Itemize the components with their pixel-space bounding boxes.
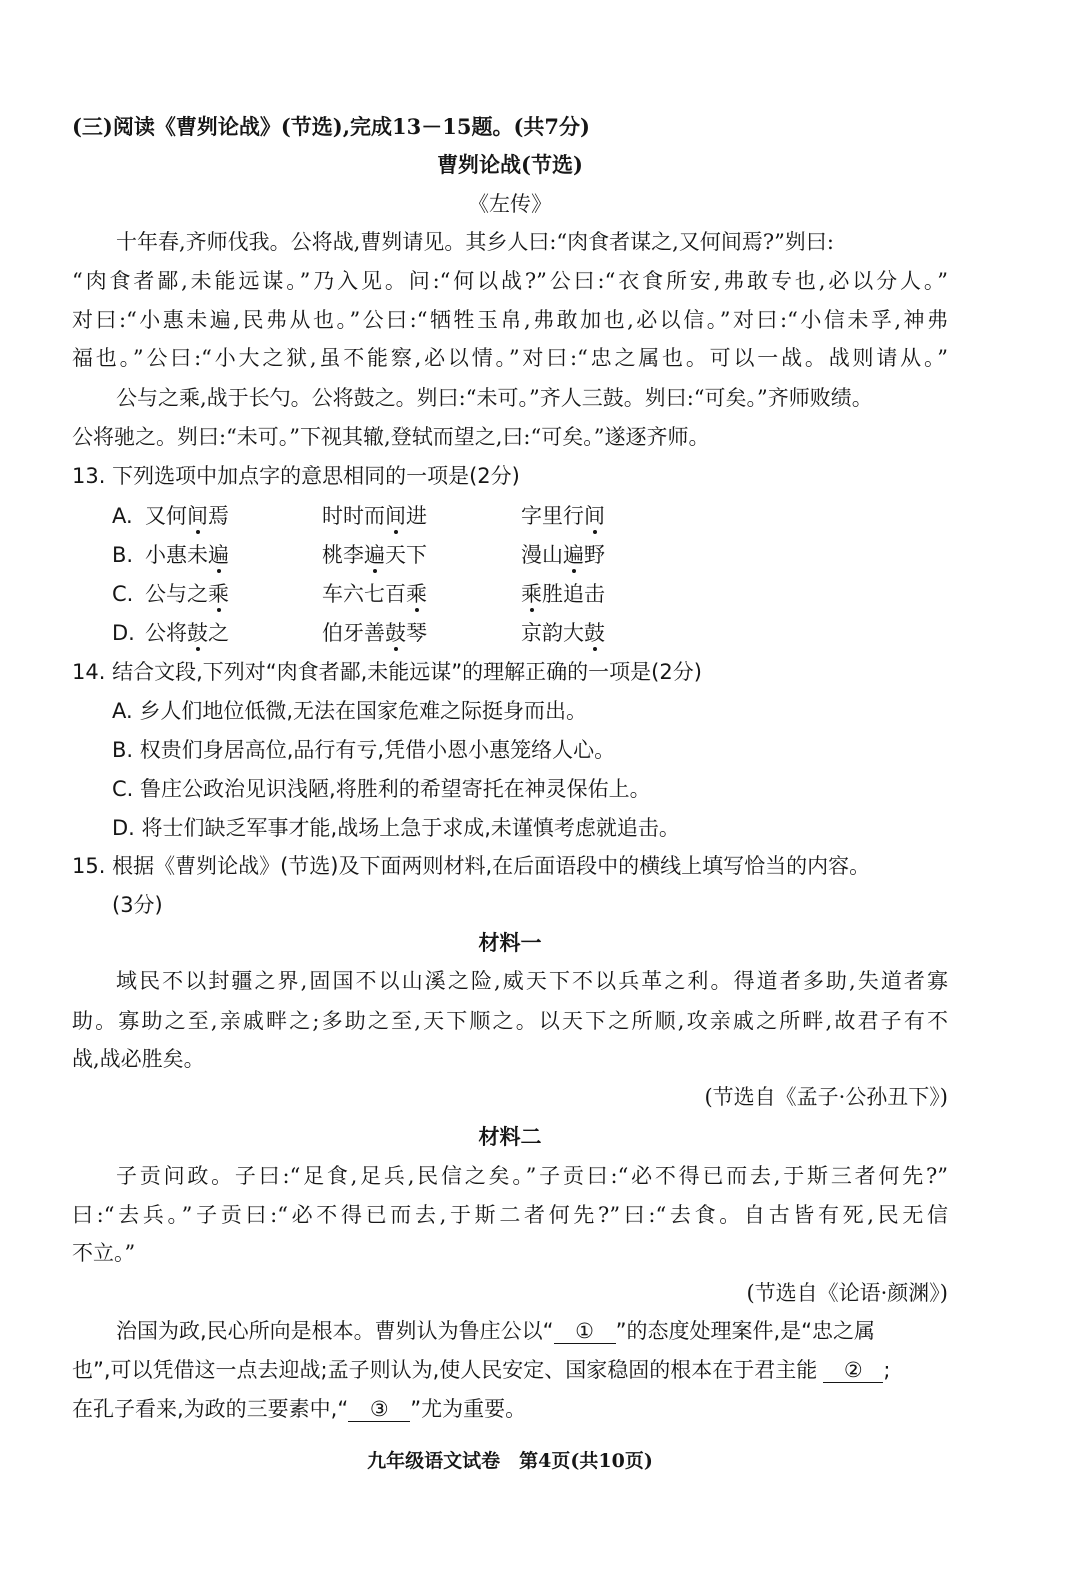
- q14-stem: 14. 结合文段,下列对“肉食者鄙,未能远谋”的理解正确的一项是(2分): [72, 660, 702, 684]
- q13-option-letter: D.: [112, 621, 135, 645]
- material1-line: 域民不以封疆之界,固国不以山溪之险,威天下不以兵革之利。得道者多助,失道者寡: [116, 969, 948, 993]
- q15-points: (3分): [112, 893, 163, 917]
- material1-source: (节选自《孟子·公孙丑下》): [704, 1085, 948, 1109]
- q14-option: C. 鲁庄公政治见识浅陋,将胜利的希望寄托在神灵保佑上。: [112, 777, 651, 801]
- emphasis-dot-char: 鼓: [584, 621, 605, 645]
- page-footer: 九年级语文试卷 第4页(共10页): [367, 1450, 653, 1472]
- q13-option-item: 车六七百乘: [322, 582, 427, 606]
- q13-option-letter: A.: [112, 504, 133, 528]
- fill-paragraph-line: 也”,可以凭借这一点去迎战;孟子则认为,使人民安定、国家稳固的根本在于君主能 ② ;: [72, 1358, 891, 1382]
- q13-option-item: 又何间焉: [145, 504, 229, 528]
- material2-line: 曰:“去兵。”子贡曰:“必不得已而去,于斯二者何先?”曰:“去食。自古皆有死,民无信: [72, 1203, 948, 1227]
- q13-option-item: 桃李遍天下: [322, 543, 427, 567]
- emphasis-dot-char: 鼓: [385, 621, 406, 645]
- q13-option-item: 乘胜追击: [521, 582, 605, 606]
- passage-line: 对曰:“小惠未遍,民弗从也。”公曰:“牺牲玉帛,弗敢加也,必以信。”对曰:“小信未孚,神弗: [72, 308, 948, 332]
- material2-line: 子贡问政。子曰:“足食,足兵,民信之矣。”子贡曰:“必不得已而去,于斯三者何先?”: [116, 1164, 948, 1188]
- q13-stem: 13. 下列选项中加点字的意思相同的一项是(2分): [72, 464, 520, 488]
- q13-option-item: 伯牙善鼓琴: [322, 621, 427, 645]
- emphasis-dot-char: 遍: [563, 543, 584, 567]
- q13-option-item: 京韵大鼓: [521, 621, 605, 645]
- passage-line: 福也。”公曰:“小大之狱,虽不能察,必以情。”对曰:“忠之属也。可以一战。战则请从。”: [72, 346, 948, 370]
- q14-option: A. 乡人们地位低微,无法在国家危难之际挺身而出。: [112, 699, 588, 723]
- material1-title: 材料一: [478, 930, 542, 955]
- q13-option-letter: C.: [112, 582, 134, 606]
- emphasis-dot-char: 间: [584, 504, 605, 528]
- answer-blank-1[interactable]: ①: [554, 1319, 616, 1344]
- q13-option-item: 公与之乘: [145, 582, 229, 606]
- passage-source: 《左传》: [468, 192, 552, 216]
- q14-option: D. 将士们缺乏军事才能,战场上急于求成,未谨慎考虑就追击。: [112, 816, 680, 840]
- material2-line: 不立。”: [72, 1241, 136, 1265]
- q13-option-item: 字里行间: [521, 504, 605, 528]
- q13-option-item: 小惠未遍: [145, 543, 229, 567]
- passage-line: “肉食者鄙,未能远谋。”乃入见。问:“何以战?”公曰:“衣食所安,弗敢专也,必以分人。”: [72, 269, 948, 293]
- emphasis-dot-char: 遍: [208, 543, 229, 567]
- passage-title: 曹刿论战(节选): [437, 152, 583, 177]
- q13-option-item: 漫山遍野: [521, 543, 605, 567]
- emphasis-dot-char: 遍: [364, 543, 385, 567]
- q15-stem: 15. 根据《曹刿论战》(节选)及下面两则材料,在后面语段中的横线上填写恰当的内容。: [72, 854, 871, 878]
- material1-line: 战,战必胜矣。: [72, 1047, 205, 1071]
- fill-paragraph-line: 在孔子看来,为政的三要素中,“ ③ ”尤为重要。: [72, 1397, 527, 1421]
- material2-title: 材料二: [478, 1124, 542, 1149]
- q13-option-item: 时时而间进: [322, 504, 427, 528]
- answer-blank-3[interactable]: ③: [348, 1397, 410, 1422]
- emphasis-dot-char: 间: [187, 504, 208, 528]
- emphasis-dot-char: 间: [385, 504, 406, 528]
- material1-line: 助。寡助之至,亲戚畔之;多助之至,天下顺之。以天下之所顺,攻亲戚之所畔,故君子有不: [72, 1009, 948, 1033]
- fill-paragraph-line: 治国为政,民心所向是根本。曹刿认为鲁庄公以“ ① ”的态度处理案件,是“忠之属: [116, 1319, 875, 1343]
- q13-option-letter: B.: [112, 543, 134, 567]
- emphasis-dot-char: 乘: [208, 582, 229, 606]
- material2-source: (节选自《论语·颜渊》): [746, 1281, 948, 1305]
- emphasis-dot-char: 乘: [406, 582, 427, 606]
- q13-option-item: 公将鼓之: [145, 621, 229, 645]
- q14-option: B. 权贵们身居高位,品行有亏,凭借小恩小惠笼络人心。: [112, 738, 616, 762]
- emphasis-dot-char: 乘: [521, 582, 542, 606]
- section-heading: (三)阅读《曹刿论战》(节选),完成13－15题。(共7分): [72, 114, 590, 139]
- passage-line: 公与之乘,战于长勺。公将鼓之。刿曰:“未可。”齐人三鼓。刿曰:“可矣。”齐师败绩。: [116, 386, 873, 410]
- passage-line: 公将驰之。刿曰:“未可。”下视其辙,登轼而望之,曰:“可矣。”遂逐齐师。: [72, 425, 710, 449]
- answer-blank-2[interactable]: ②: [823, 1358, 883, 1383]
- emphasis-dot-char: 鼓: [187, 621, 208, 645]
- passage-line: 十年春,齐师伐我。公将战,曹刿请见。其乡人曰:“肉食者谋之,又何间焉?”刿曰:: [116, 230, 834, 254]
